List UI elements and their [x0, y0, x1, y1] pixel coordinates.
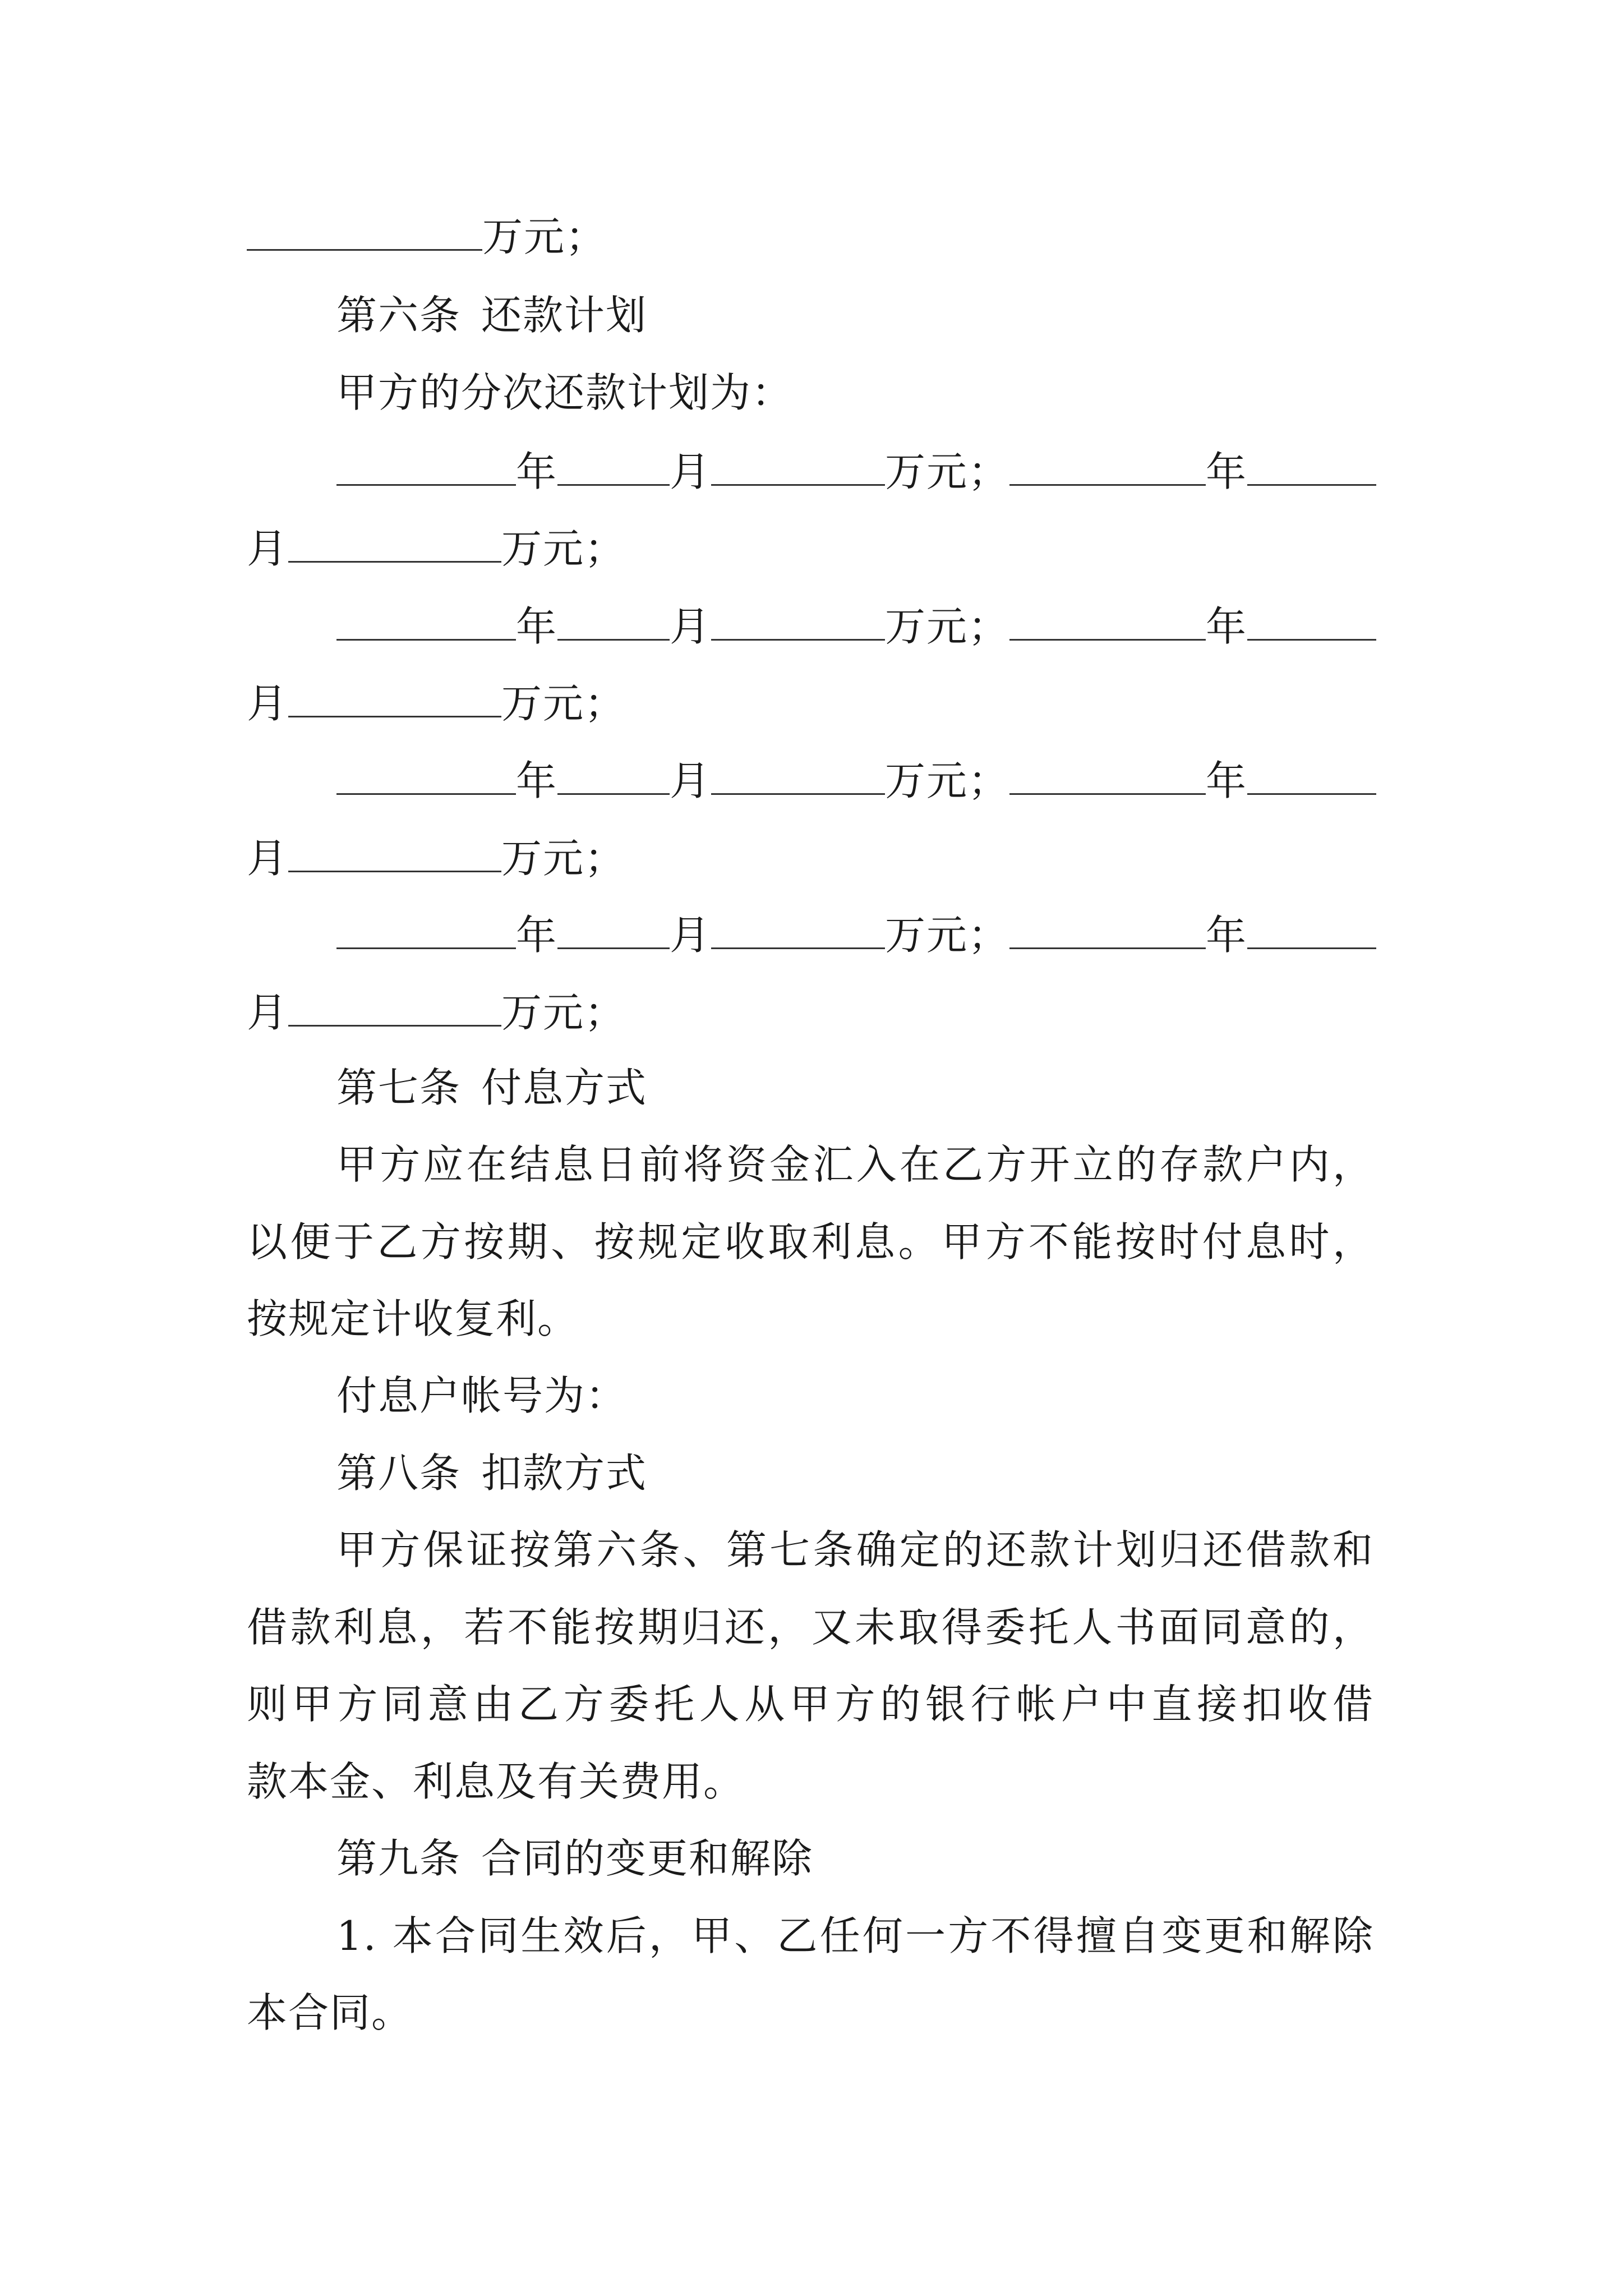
month-unit: 月 — [670, 448, 712, 495]
blank-amount[interactable] — [711, 913, 885, 949]
blank-field[interactable] — [247, 214, 482, 251]
article8-body-line: 则甲方同意由乙方委托人从甲方的银行帐户中直接扣收借 — [247, 1681, 1374, 1728]
blank-year[interactable] — [336, 449, 516, 486]
article6-title: 还款计划 — [481, 292, 648, 339]
blank-year[interactable] — [336, 913, 516, 949]
month-unit: 月 — [670, 912, 712, 959]
blank-year[interactable] — [1009, 449, 1206, 486]
schedule-row-wrap — [247, 525, 626, 572]
blank-month[interactable] — [557, 758, 670, 795]
amount-unit: 万元； — [501, 525, 626, 572]
month-unit: 月 — [247, 989, 289, 1036]
article7-number: 第七条 — [336, 1064, 462, 1111]
year-unit: 年 — [1206, 912, 1248, 959]
blank-month[interactable] — [1247, 913, 1376, 949]
article8-title: 扣款方式 — [481, 1450, 648, 1497]
article6-number: 第六条 — [336, 292, 462, 339]
year-unit: 年 — [1206, 448, 1248, 495]
article9-number: 第九条 — [336, 1835, 462, 1882]
schedule-row — [336, 603, 1376, 650]
blank-year[interactable] — [1009, 758, 1206, 795]
article9-item1-line: 1. 本合同生效后，甲、乙任何一方不得擅自变更和解除 — [336, 1912, 1374, 1959]
account-number-label: 付息户帐号为： — [336, 1372, 628, 1419]
year-unit: 年 — [516, 757, 558, 804]
schedule-row — [336, 448, 1376, 495]
article7-body-line: 以便于乙方按期、按规定收取利息。甲方不能按时付息时， — [247, 1218, 1374, 1266]
amount-unit: 万元； — [501, 835, 626, 882]
article9-heading — [336, 1835, 814, 1882]
month-unit: 月 — [247, 680, 289, 727]
blank-amount[interactable] — [711, 758, 885, 795]
blank-month[interactable] — [557, 913, 670, 949]
amount-unit: 万元； — [885, 448, 1010, 495]
article6-heading — [336, 292, 648, 339]
blank-month[interactable] — [1247, 449, 1376, 486]
continuation-line — [247, 213, 607, 260]
article7-title: 付息方式 — [481, 1064, 648, 1111]
blank-year[interactable] — [336, 758, 516, 795]
blank-amount[interactable] — [711, 449, 885, 486]
article8-body-line: 甲方保证按第六条、第七条确定的还款计划归还借款和 — [336, 1526, 1374, 1573]
amount-unit: 万元； — [501, 989, 626, 1036]
blank-amount[interactable] — [711, 604, 885, 641]
amount-unit: 万元； — [885, 912, 1010, 959]
amount-unit: 万元； — [885, 757, 1010, 804]
blank-month[interactable] — [1247, 758, 1376, 795]
month-unit: 月 — [247, 835, 289, 882]
blank-year[interactable] — [1009, 913, 1206, 949]
blank-year[interactable] — [1009, 604, 1206, 641]
article7-body-line: 按规定计收复利。 — [247, 1295, 579, 1342]
article8-body-line: 借款利息，若不能按期归还，又未取得委托人书面同意的， — [247, 1604, 1374, 1651]
schedule-row-wrap — [247, 989, 626, 1036]
article9-item1-line: 本合同。 — [247, 1989, 413, 2036]
month-unit: 月 — [247, 525, 289, 572]
schedule-row — [336, 912, 1376, 959]
amount-unit: 万元； — [885, 603, 1010, 650]
blank-amount[interactable] — [288, 526, 501, 563]
schedule-row-wrap — [247, 835, 626, 882]
article7-body-line: 甲方应在结息日前将资金汇入在乙方开立的存款户内， — [336, 1141, 1374, 1188]
year-unit: 年 — [516, 912, 558, 959]
blank-month[interactable] — [557, 449, 670, 486]
article8-body-line: 款本金、利息及有关费用。 — [247, 1758, 745, 1805]
schedule-row — [336, 757, 1376, 804]
year-unit: 年 — [1206, 757, 1248, 804]
article9-title: 合同的变更和解除 — [481, 1835, 814, 1882]
amount-unit: 万元； — [501, 680, 626, 727]
month-unit: 月 — [670, 757, 712, 804]
blank-amount[interactable] — [288, 836, 501, 872]
amount-unit: 万元； — [482, 213, 607, 260]
year-unit: 年 — [516, 448, 558, 495]
blank-month[interactable] — [1247, 604, 1376, 641]
blank-month[interactable] — [557, 604, 670, 641]
blank-year[interactable] — [336, 604, 516, 641]
schedule-row-wrap — [247, 680, 626, 727]
blank-amount[interactable] — [288, 681, 501, 717]
year-unit: 年 — [1206, 603, 1248, 650]
article8-heading — [336, 1450, 648, 1497]
article6-intro: 甲方的分次还款计划为： — [336, 369, 794, 416]
article7-heading — [336, 1064, 648, 1111]
blank-amount[interactable] — [288, 990, 501, 1027]
article8-number: 第八条 — [336, 1450, 462, 1497]
month-unit: 月 — [670, 603, 712, 650]
year-unit: 年 — [516, 603, 558, 650]
